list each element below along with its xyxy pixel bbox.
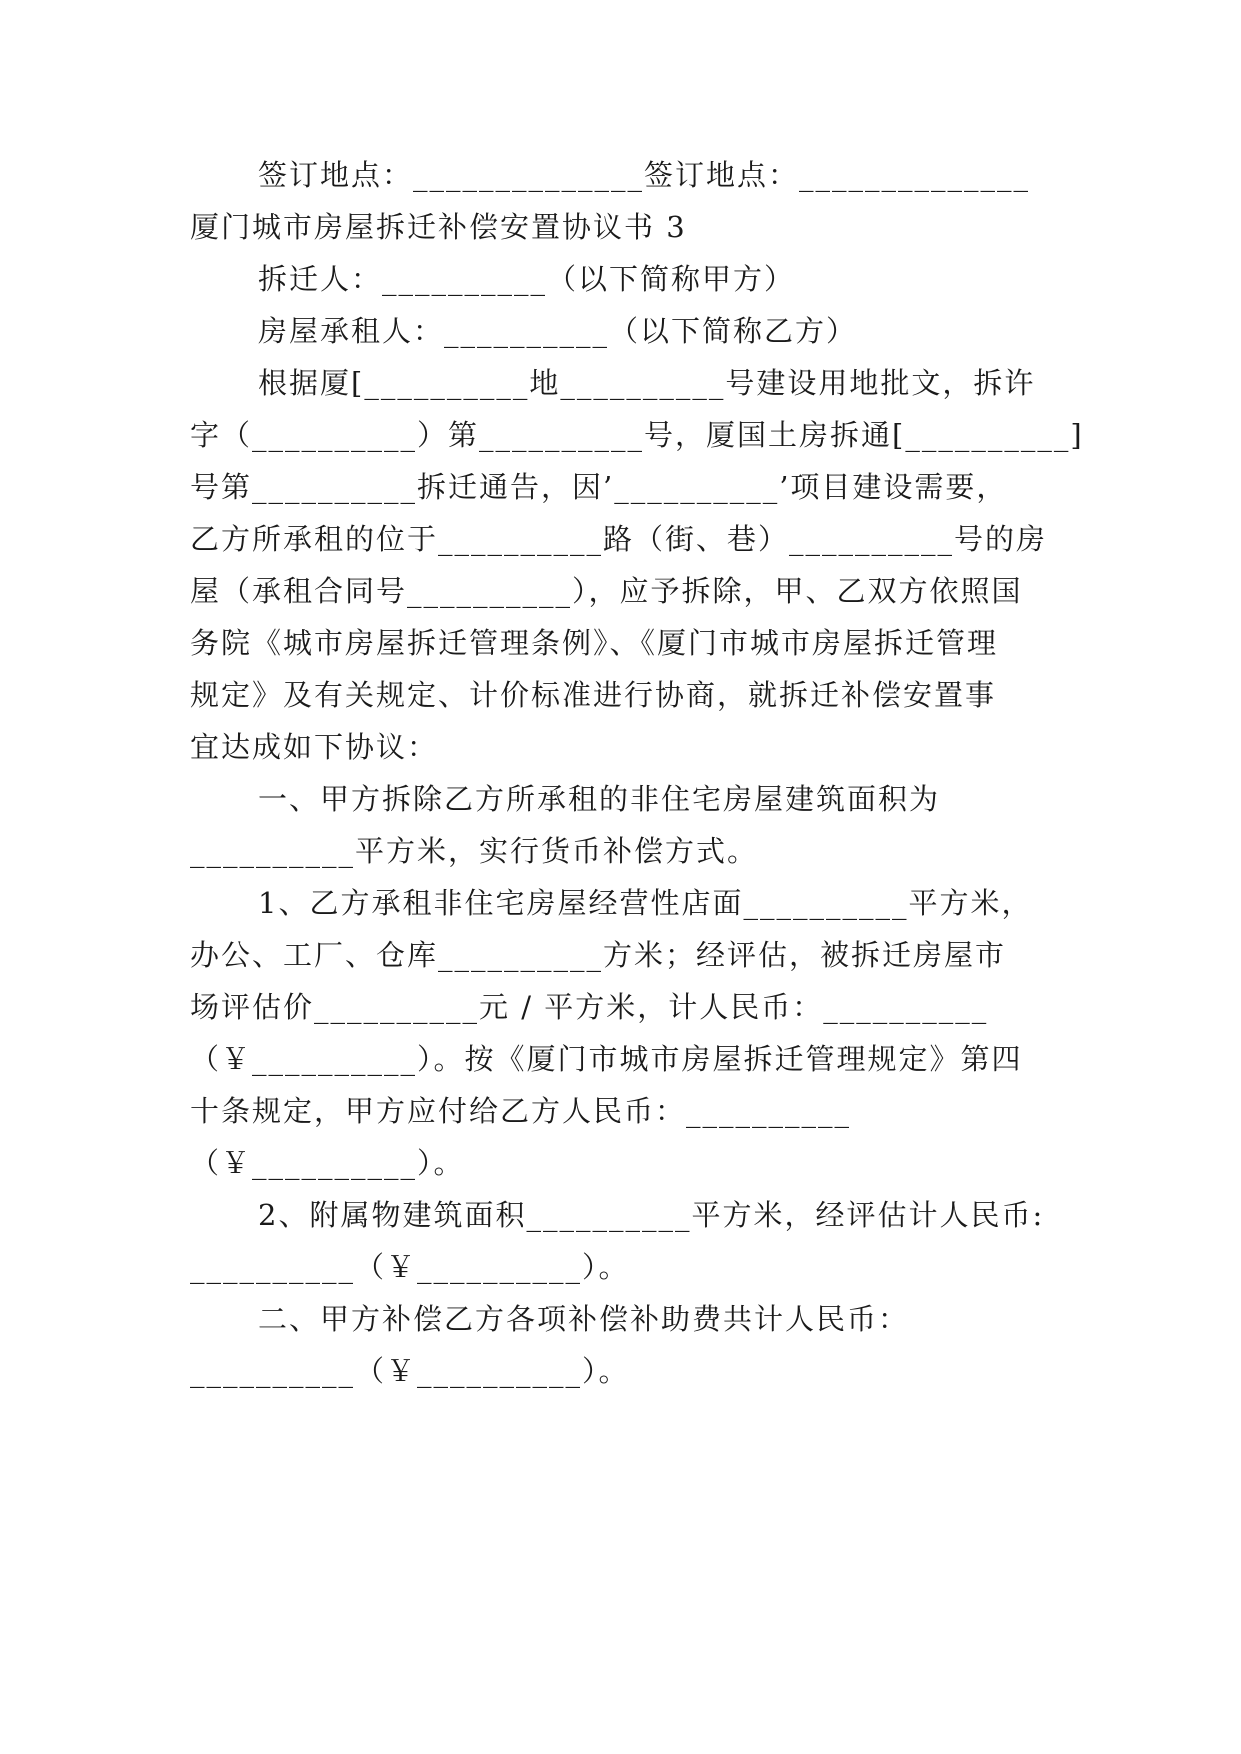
paragraph-line: 规定》及有关规定、计价标准进行协商，就拆迁补偿安置事 bbox=[190, 678, 997, 712]
clause-two-line: 二、甲方补偿乙方各项补偿补助费共计人民币： bbox=[258, 1302, 910, 1336]
item-one-line: （￥__________）。按《厦门市城市房屋拆迁管理规定》第四 bbox=[190, 1042, 1023, 1076]
item-one-line: 十条规定，甲方应付给乙方人民币：__________ bbox=[190, 1094, 852, 1128]
paragraph-line: 乙方所承租的位于__________路（街、巷）__________号的房 bbox=[190, 522, 1048, 556]
clause-two-line: __________（￥__________）。 bbox=[190, 1354, 630, 1388]
document-title: 厦门城市房屋拆迁补偿安置协议书 3 bbox=[190, 210, 687, 244]
signing-place-line: 签订地点：______________签订地点：______________ bbox=[258, 158, 1031, 192]
party-a-line: 拆迁人：__________（以下简称甲方） bbox=[258, 262, 796, 296]
paragraph-line: 根据厦[__________地__________号建设用地批文，拆许 bbox=[258, 366, 1036, 400]
paragraph-line: 字（__________）第__________号，厦国土房拆通[__________] bbox=[190, 418, 1084, 452]
item-one-line: 1、乙方承租非住宅房屋经营性店面__________平方米， bbox=[258, 886, 1033, 920]
item-one-line: 办公、工厂、仓库__________方米；经评估，被拆迁房屋市 bbox=[190, 938, 1007, 972]
item-one-line: （￥__________）。 bbox=[190, 1146, 465, 1180]
item-two-line: __________（￥__________）。 bbox=[190, 1250, 630, 1284]
item-one-line: 场评估价__________元 / 平方米，计人民币：__________ bbox=[190, 990, 989, 1024]
clause-one-line: 一、甲方拆除乙方所承租的非住宅房屋建筑面积为 bbox=[258, 782, 941, 816]
paragraph-line: 屋（承租合同号__________），应予拆除，甲、乙双方依照国 bbox=[190, 574, 1023, 608]
paragraph-line: 务院《城市房屋拆迁管理条例》、《厦门市城市房屋拆迁管理 bbox=[190, 626, 999, 660]
paragraph-line: 宜达成如下协议： bbox=[190, 730, 439, 764]
paragraph-line: 号第__________拆迁通告，因’__________’项目建设需要， bbox=[190, 470, 1008, 504]
party-b-line: 房屋承租人：__________（以下简称乙方） bbox=[258, 314, 858, 348]
item-two-line: 2、附属物建筑面积__________平方米，经评估计人民币: bbox=[258, 1198, 1045, 1232]
clause-one-line: __________平方米，实行货币补偿方式。 bbox=[190, 834, 759, 868]
